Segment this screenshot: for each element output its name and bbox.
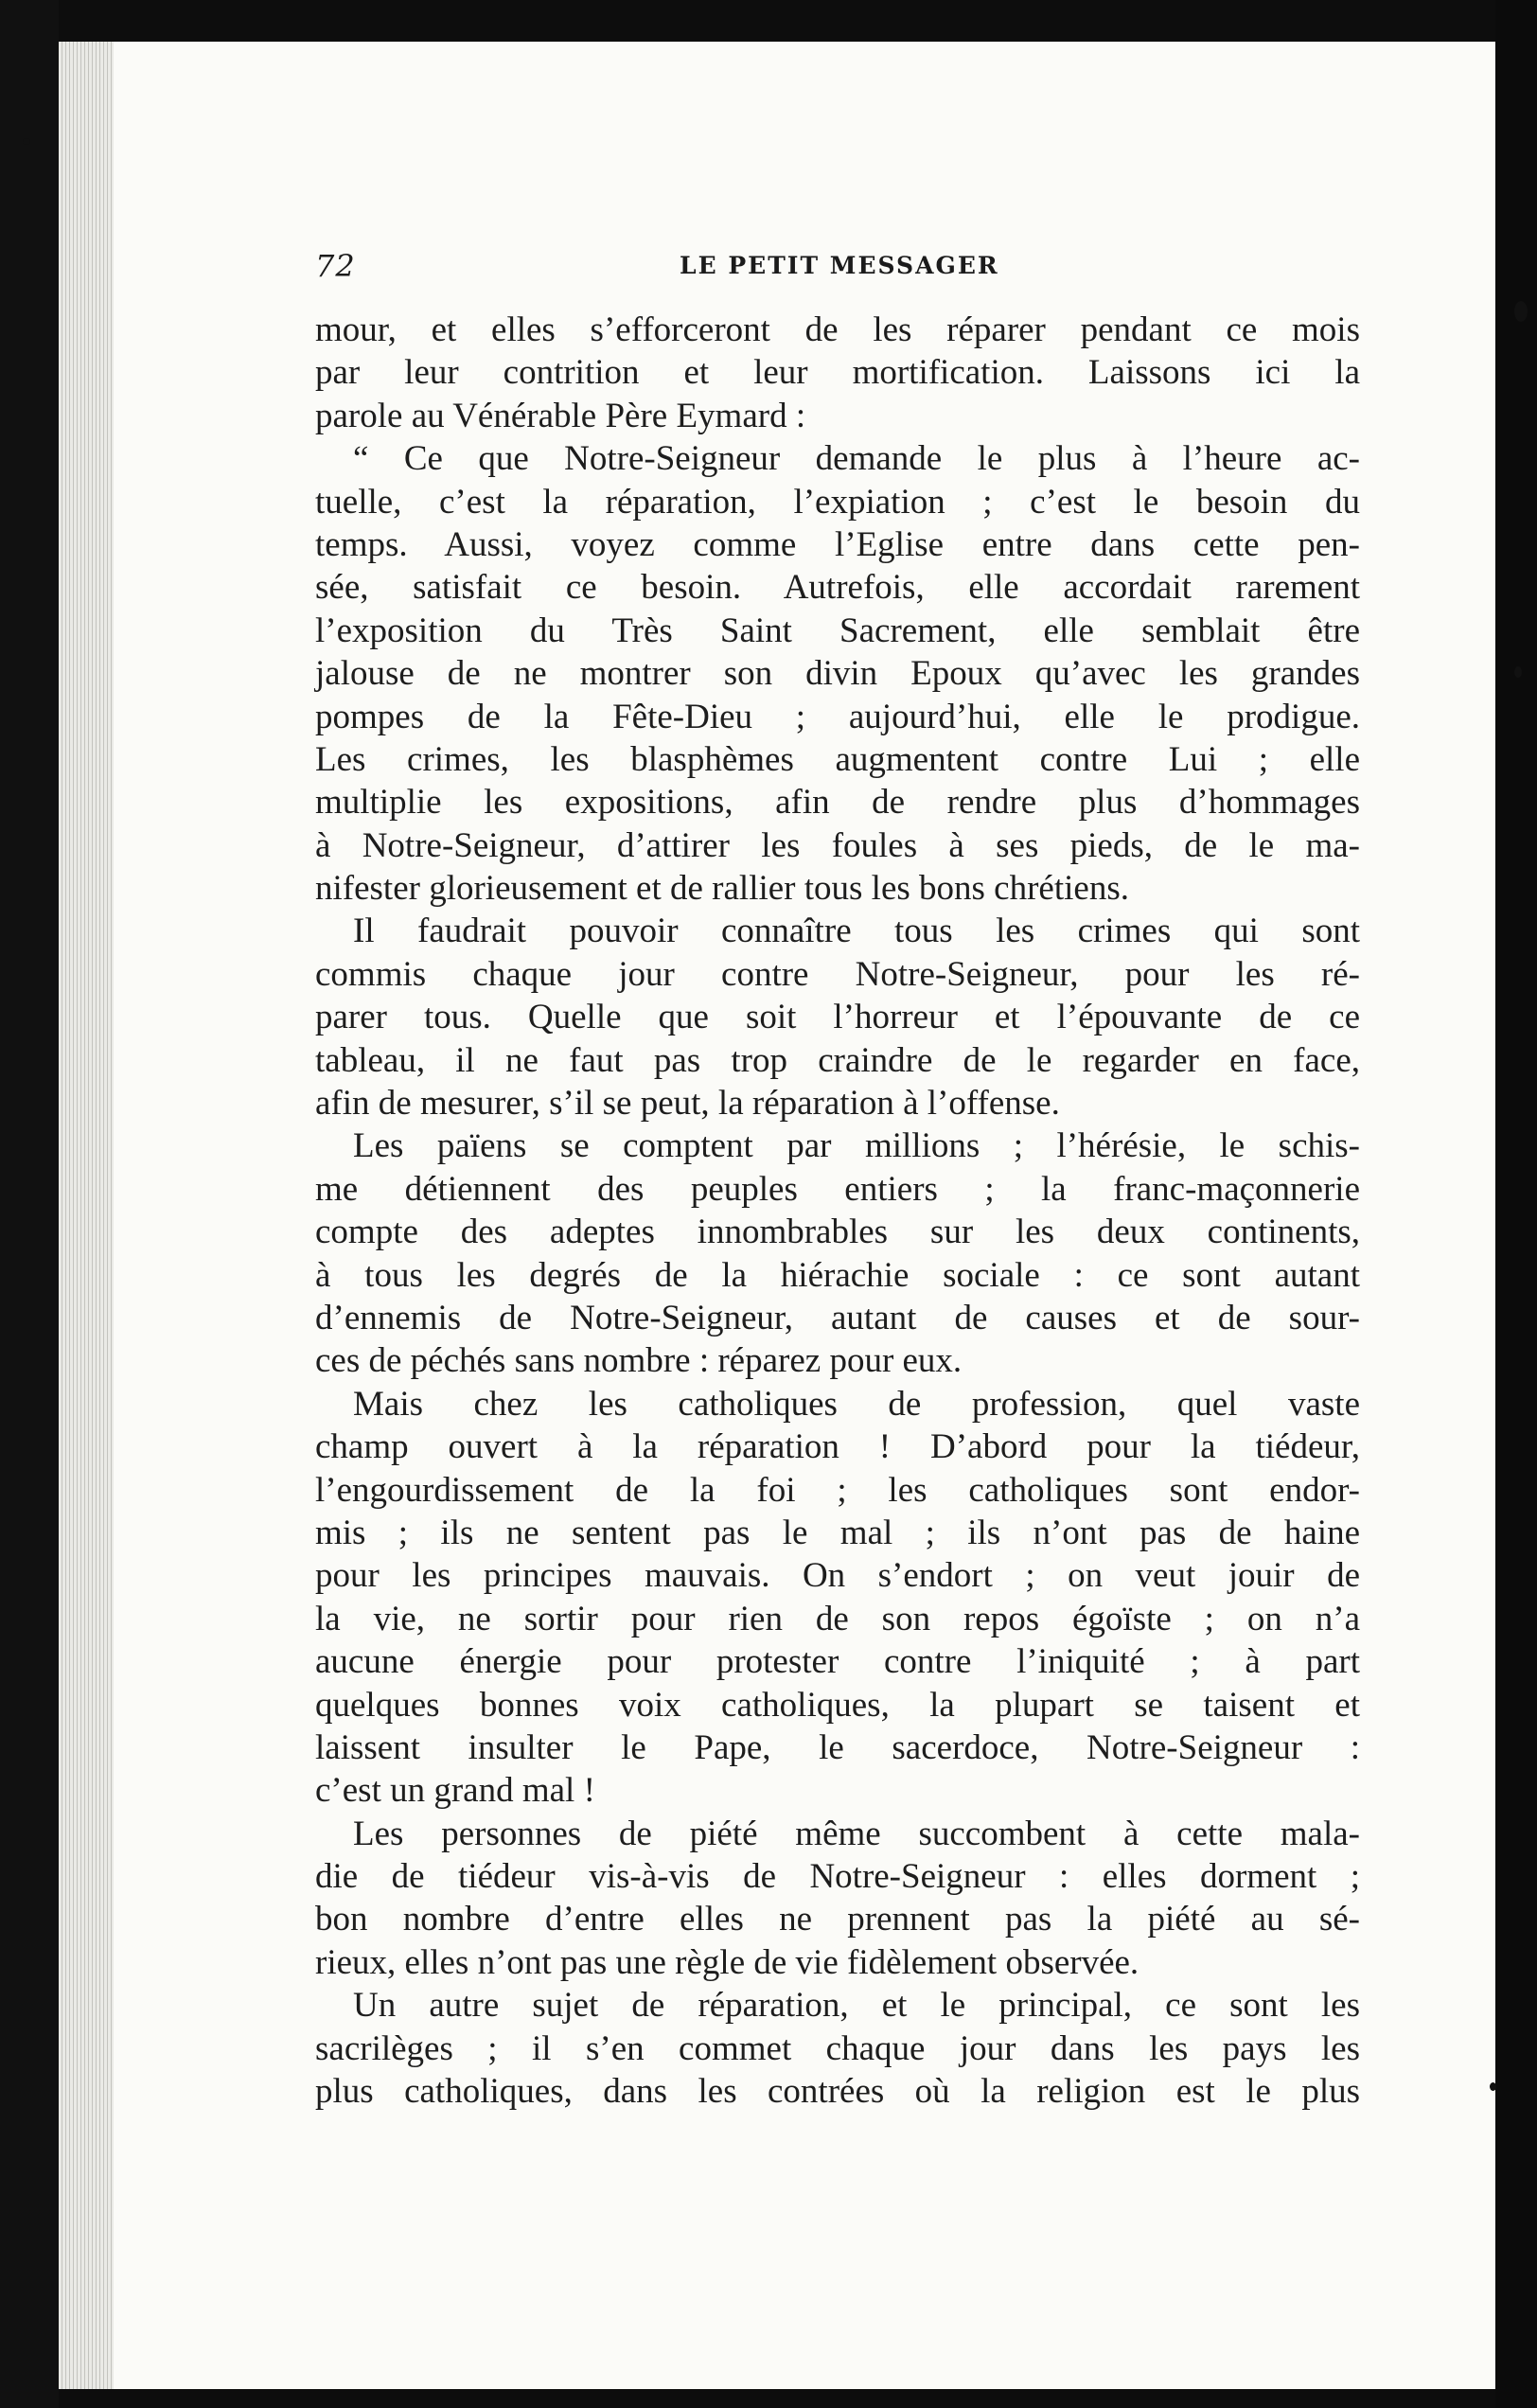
text-line: tableau, il ne faut pas trop craindre de le regarder en face, (315, 1040, 1360, 1080)
scan-speck (23, 138, 30, 145)
text-line: rieux, elles n’ont pas une règle de vie fidèlement observée. (315, 1942, 1140, 1982)
text-line: laissent insulter le Pape, le sacerdoce, Notre-Seigneur : (315, 1727, 1360, 1767)
text-line: d’ennemis de Notre-Seigneur, autant de causes et de sour- (315, 1298, 1360, 1337)
text-line: pompes de la Fête-Dieu ; aujourd’hui, elle le prodigue. (315, 697, 1360, 736)
scan-right-shadow (1495, 0, 1537, 2408)
text-line: sée, satisfait ce besoin. Autrefois, elle accordait rarement (315, 568, 1360, 608)
scan-speck (1490, 2082, 1496, 2091)
scan-spine-shadow (0, 0, 59, 2408)
text-line: la vie, ne sortir pour rien de son repos égoïste ; on n’a (315, 1599, 1360, 1638)
text-line: Les personnes de piété même succombent à cette mala- (353, 1814, 1360, 1853)
scan-speck (1514, 666, 1522, 678)
text-line: sacrilèges ; il s’en commet chaque jour dans les pays les (315, 2028, 1360, 2068)
text-line: Un autre sujet de réparation, et le principal, ce sont les (353, 1986, 1360, 2026)
text-line: à tous les degrés de la hiérachie sociale : ce sont autant (315, 1255, 1360, 1295)
text-line: Mais chez les catholiques de profession, quel vaste (353, 1384, 1360, 1424)
text-line: multiplie les expositions, afin de rendre plus d’hommages (315, 783, 1360, 823)
text-line: tuelle, c’est la réparation, l’expiation ; c’est le besoin du (315, 482, 1360, 522)
text-line: Les crimes, les blasphèmes augmentent contre Lui ; elle (315, 739, 1360, 779)
body-text (315, 309, 1360, 2113)
text-line: aucune énergie pour protester contre l’iniquité ; à part (315, 1642, 1360, 1682)
text-line: parer tous. Quelle que soit l’horreur et l’épouvante de ce (315, 998, 1360, 1037)
text-line: Il faudrait pouvoir connaître tous les crimes qui sont (353, 912, 1360, 951)
text-line: l’exposition du Très Saint Sacrement, elle semblait être (315, 611, 1360, 650)
page-header (315, 248, 1360, 286)
scan-speck (1514, 301, 1528, 322)
page-edge-stack (59, 42, 114, 2389)
page-number: 72 (315, 248, 356, 284)
text-line: mour, et elles s’efforceront de les réparer pendant ce mois (315, 310, 1360, 349)
text-line: “ Ce que Notre-Seigneur demande le plus à l’heure ac- (353, 439, 1360, 479)
text-line: afin de mesurer, s’il se peut, la réparation à l’offense. (315, 1084, 1060, 1124)
text-line: champ ouvert à la réparation ! D’abord pour la tiédeur, (315, 1427, 1360, 1467)
text-line: c’est un grand mal ! (315, 1771, 595, 1811)
text-line: me détiennent des peuples entiers ; la franc-maçonnerie (315, 1169, 1360, 1209)
text-line: die de tiédeur vis-à-vis de Notre-Seigneur : elles dorment ; (315, 1857, 1360, 1897)
text-line: ces de péchés sans nombre : réparez pour eux. (315, 1341, 963, 1381)
text-line: jalouse de ne montrer son divin Epoux qu’avec les grandes (315, 654, 1360, 694)
text-line: plus catholiques, dans les contrées où la religion est le plus (315, 2072, 1360, 2112)
text-line: pour les principes mauvais. On s’endort ; on veut jouir de (315, 1556, 1360, 1596)
running-title: LE PETIT MESSAGER (680, 252, 999, 279)
text-line: parole au Vénérable Père Eymard : (315, 396, 806, 435)
text-line: quelques bonnes voix catholiques, la plupart se taisent et (315, 1685, 1360, 1725)
text-line: compte des adeptes innombrables sur les deux continents, (315, 1213, 1360, 1252)
text-line: l’engourdissement de la foi ; les catholiques sont endor- (315, 1470, 1360, 1510)
text-line: temps. Aussi, voyez comme l’Eglise entre dans cette pen- (315, 524, 1360, 564)
text-line: Les païens se comptent par millions ; l’hérésie, le schis- (353, 1126, 1360, 1166)
text-line: nifester glorieusement et de rallier tous les bons chrétiens. (315, 869, 1129, 909)
text-line: bon nombre d’entre elles ne prennent pas la piété au sé- (315, 1900, 1360, 1939)
text-line: mis ; ils ne sentent pas le mal ; ils n’ont pas de haine (315, 1513, 1360, 1552)
text-line: à Notre-Seigneur, d’attirer les foules à ses pieds, de le ma- (315, 825, 1360, 865)
text-line: par leur contrition et leur mortification. Laissons ici la (315, 353, 1360, 393)
text-line: commis chaque jour contre Notre-Seigneur, pour les ré- (315, 954, 1360, 994)
